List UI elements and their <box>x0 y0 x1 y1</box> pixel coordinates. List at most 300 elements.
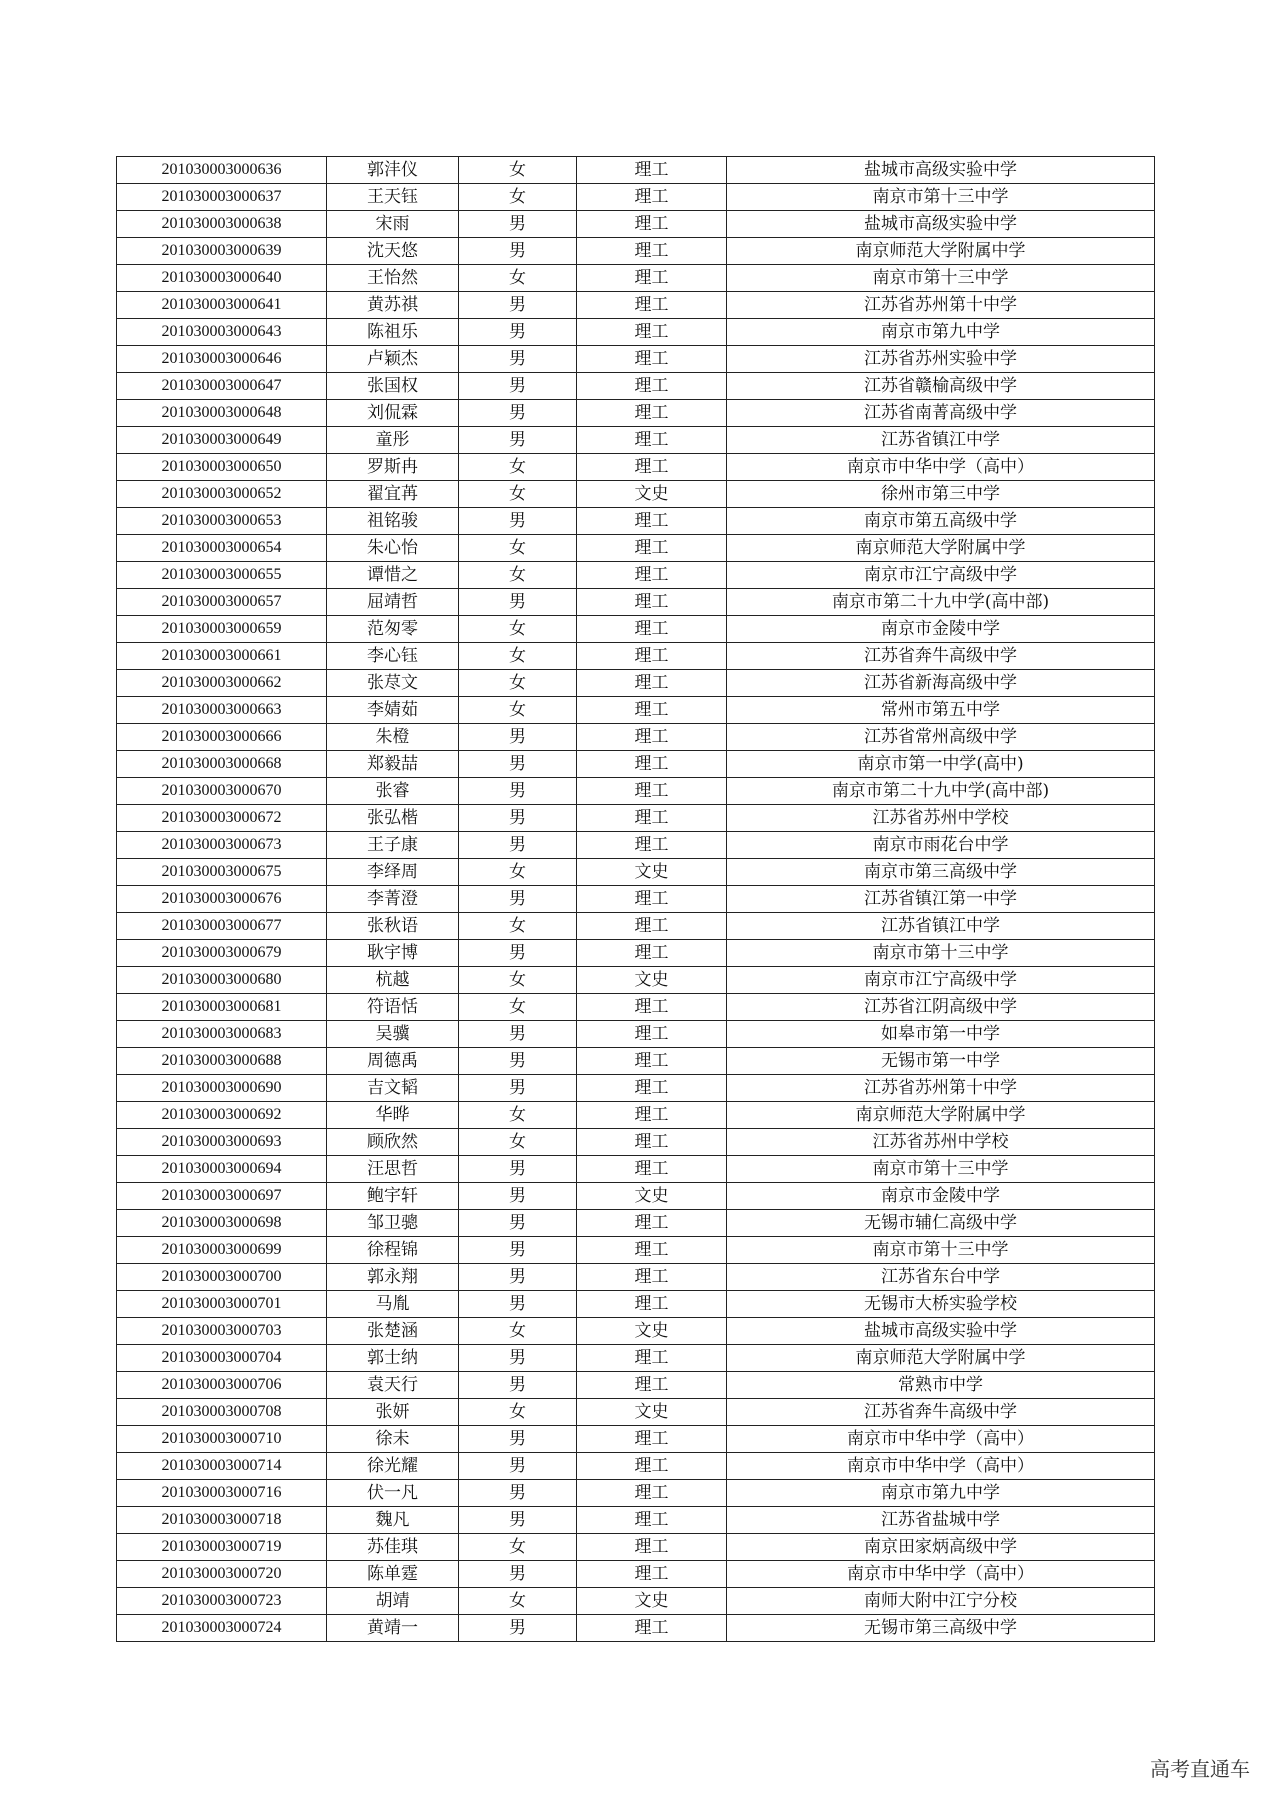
gender-cell: 女 <box>459 562 577 589</box>
category-cell: 理工 <box>577 1615 727 1642</box>
category-cell: 理工 <box>577 1102 727 1129</box>
category-cell: 理工 <box>577 805 727 832</box>
category-cell: 理工 <box>577 454 727 481</box>
name-cell: 王子康 <box>327 832 459 859</box>
candidate-id-cell: 201030003000701 <box>117 1291 327 1318</box>
school-cell: 南京市中华中学（高中） <box>727 1426 1155 1453</box>
gender-cell: 男 <box>459 373 577 400</box>
category-cell: 理工 <box>577 1453 727 1480</box>
candidate-id-cell: 201030003000646 <box>117 346 327 373</box>
name-cell: 华晔 <box>327 1102 459 1129</box>
school-cell: 南京市第二十九中学(高中部) <box>727 589 1155 616</box>
candidate-id-cell: 201030003000718 <box>117 1507 327 1534</box>
table-row <box>117 940 1155 967</box>
name-cell: 袁天行 <box>327 1372 459 1399</box>
school-cell: 南京师范大学附属中学 <box>727 535 1155 562</box>
candidate-id-cell: 201030003000670 <box>117 778 327 805</box>
candidate-id-cell: 201030003000677 <box>117 913 327 940</box>
table-row <box>117 427 1155 454</box>
school-cell: 南京市第十三中学 <box>727 1156 1155 1183</box>
name-cell: 陈祖乐 <box>327 319 459 346</box>
gender-cell: 男 <box>459 1183 577 1210</box>
category-cell: 理工 <box>577 427 727 454</box>
table-row <box>117 238 1155 265</box>
gender-cell: 女 <box>459 859 577 886</box>
category-cell: 理工 <box>577 184 727 211</box>
name-cell: 王天钰 <box>327 184 459 211</box>
watermark-text: 高考直通车 <box>1150 1757 1250 1781</box>
school-cell: 江苏省镇江中学 <box>727 913 1155 940</box>
name-cell: 周德禹 <box>327 1048 459 1075</box>
category-cell: 文史 <box>577 1318 727 1345</box>
candidate-id-cell: 201030003000638 <box>117 211 327 238</box>
school-cell: 南京市金陵中学 <box>727 616 1155 643</box>
name-cell: 张楚涵 <box>327 1318 459 1345</box>
school-cell: 南京师范大学附属中学 <box>727 238 1155 265</box>
candidate-id-cell: 201030003000723 <box>117 1588 327 1615</box>
school-cell: 南京市第九中学 <box>727 319 1155 346</box>
table-row <box>117 886 1155 913</box>
gender-cell: 男 <box>459 1480 577 1507</box>
school-cell: 无锡市第一中学 <box>727 1048 1155 1075</box>
school-cell: 南京市中华中学（高中） <box>727 454 1155 481</box>
candidate-id-cell: 201030003000716 <box>117 1480 327 1507</box>
table-row <box>117 1561 1155 1588</box>
school-cell: 南京师范大学附属中学 <box>727 1102 1155 1129</box>
name-cell: 郑毅喆 <box>327 751 459 778</box>
school-cell: 江苏省苏州中学校 <box>727 805 1155 832</box>
category-cell: 理工 <box>577 535 727 562</box>
gender-cell: 女 <box>459 157 577 184</box>
school-cell: 江苏省常州高级中学 <box>727 724 1155 751</box>
table-row <box>117 643 1155 670</box>
gender-cell: 男 <box>459 211 577 238</box>
category-cell: 理工 <box>577 346 727 373</box>
table-row <box>117 562 1155 589</box>
name-cell: 黄苏祺 <box>327 292 459 319</box>
admission-list-table <box>116 156 1155 1642</box>
gender-cell: 男 <box>459 751 577 778</box>
category-cell: 理工 <box>577 1372 727 1399</box>
gender-cell: 女 <box>459 994 577 1021</box>
name-cell: 马胤 <box>327 1291 459 1318</box>
candidate-id-cell: 201030003000654 <box>117 535 327 562</box>
candidate-id-cell: 201030003000694 <box>117 1156 327 1183</box>
table-row <box>117 1615 1155 1642</box>
category-cell: 理工 <box>577 670 727 697</box>
name-cell: 童彤 <box>327 427 459 454</box>
gender-cell: 女 <box>459 184 577 211</box>
candidate-id-cell: 201030003000641 <box>117 292 327 319</box>
name-cell: 徐光耀 <box>327 1453 459 1480</box>
gender-cell: 男 <box>459 1615 577 1642</box>
gender-cell: 男 <box>459 346 577 373</box>
name-cell: 刘侃霖 <box>327 400 459 427</box>
school-cell: 江苏省苏州实验中学 <box>727 346 1155 373</box>
category-cell: 理工 <box>577 832 727 859</box>
category-cell: 文史 <box>577 859 727 886</box>
gender-cell: 女 <box>459 1318 577 1345</box>
name-cell: 郭士纳 <box>327 1345 459 1372</box>
category-cell: 理工 <box>577 1264 727 1291</box>
school-cell: 南京市第三高级中学 <box>727 859 1155 886</box>
name-cell: 张妍 <box>327 1399 459 1426</box>
name-cell: 胡靖 <box>327 1588 459 1615</box>
category-cell: 理工 <box>577 994 727 1021</box>
name-cell: 屈靖哲 <box>327 589 459 616</box>
category-cell: 理工 <box>577 292 727 319</box>
table-row <box>117 1264 1155 1291</box>
candidate-id-cell: 201030003000708 <box>117 1399 327 1426</box>
gender-cell: 男 <box>459 1156 577 1183</box>
category-cell: 理工 <box>577 1021 727 1048</box>
name-cell: 苏佳琪 <box>327 1534 459 1561</box>
table-row <box>117 967 1155 994</box>
name-cell: 符语恬 <box>327 994 459 1021</box>
gender-cell: 男 <box>459 886 577 913</box>
table-row <box>117 994 1155 1021</box>
category-cell: 理工 <box>577 1291 727 1318</box>
candidate-id-cell: 201030003000662 <box>117 670 327 697</box>
category-cell: 理工 <box>577 697 727 724</box>
category-cell: 理工 <box>577 913 727 940</box>
category-cell: 理工 <box>577 1237 727 1264</box>
name-cell: 吴骥 <box>327 1021 459 1048</box>
candidate-id-cell: 201030003000648 <box>117 400 327 427</box>
category-cell: 理工 <box>577 562 727 589</box>
gender-cell: 女 <box>459 535 577 562</box>
school-cell: 南京市第二十九中学(高中部) <box>727 778 1155 805</box>
gender-cell: 女 <box>459 670 577 697</box>
school-cell: 无锡市第三高级中学 <box>727 1615 1155 1642</box>
gender-cell: 男 <box>459 832 577 859</box>
gender-cell: 女 <box>459 1102 577 1129</box>
gender-cell: 女 <box>459 1588 577 1615</box>
table-row <box>117 508 1155 535</box>
school-cell: 江苏省苏州中学校 <box>727 1129 1155 1156</box>
gender-cell: 女 <box>459 1129 577 1156</box>
school-cell: 盐城市高级实验中学 <box>727 157 1155 184</box>
candidate-id-cell: 201030003000640 <box>117 265 327 292</box>
table-row <box>117 1129 1155 1156</box>
gender-cell: 男 <box>459 940 577 967</box>
name-cell: 伏一凡 <box>327 1480 459 1507</box>
category-cell: 文史 <box>577 967 727 994</box>
table-row <box>117 1210 1155 1237</box>
category-cell: 理工 <box>577 589 727 616</box>
school-cell: 南京市第十三中学 <box>727 1237 1155 1264</box>
gender-cell: 女 <box>459 265 577 292</box>
category-cell: 理工 <box>577 1426 727 1453</box>
name-cell: 汪思哲 <box>327 1156 459 1183</box>
gender-cell: 男 <box>459 1561 577 1588</box>
name-cell: 范匆零 <box>327 616 459 643</box>
gender-cell: 男 <box>459 724 577 751</box>
school-cell: 江苏省新海高级中学 <box>727 670 1155 697</box>
table-row <box>117 1534 1155 1561</box>
table-row <box>117 1453 1155 1480</box>
school-cell: 江苏省苏州第十中学 <box>727 1075 1155 1102</box>
name-cell: 郭沣仪 <box>327 157 459 184</box>
candidate-id-cell: 201030003000690 <box>117 1075 327 1102</box>
school-cell: 南京市第五高级中学 <box>727 508 1155 535</box>
school-cell: 江苏省南菁高级中学 <box>727 400 1155 427</box>
name-cell: 邹卫骢 <box>327 1210 459 1237</box>
gender-cell: 男 <box>459 1291 577 1318</box>
table-row <box>117 319 1155 346</box>
name-cell: 吉文韬 <box>327 1075 459 1102</box>
name-cell: 鲍宇轩 <box>327 1183 459 1210</box>
table-row <box>117 1156 1155 1183</box>
gender-cell: 男 <box>459 1264 577 1291</box>
name-cell: 宋雨 <box>327 211 459 238</box>
gender-cell: 女 <box>459 1399 577 1426</box>
school-cell: 江苏省镇江第一中学 <box>727 886 1155 913</box>
gender-cell: 男 <box>459 508 577 535</box>
candidate-id-cell: 201030003000675 <box>117 859 327 886</box>
table-row <box>117 1318 1155 1345</box>
name-cell: 杭越 <box>327 967 459 994</box>
table-row <box>117 589 1155 616</box>
category-cell: 理工 <box>577 1561 727 1588</box>
category-cell: 理工 <box>577 1480 727 1507</box>
school-cell: 江苏省镇江中学 <box>727 427 1155 454</box>
category-cell: 理工 <box>577 1534 727 1561</box>
name-cell: 朱橙 <box>327 724 459 751</box>
school-cell: 江苏省苏州第十中学 <box>727 292 1155 319</box>
category-cell: 理工 <box>577 319 727 346</box>
candidate-id-cell: 201030003000673 <box>117 832 327 859</box>
school-cell: 常熟市中学 <box>727 1372 1155 1399</box>
category-cell: 理工 <box>577 1129 727 1156</box>
category-cell: 文史 <box>577 481 727 508</box>
candidate-id-cell: 201030003000704 <box>117 1345 327 1372</box>
table-row <box>117 724 1155 751</box>
school-cell: 徐州市第三中学 <box>727 481 1155 508</box>
gender-cell: 女 <box>459 616 577 643</box>
candidate-id-cell: 201030003000639 <box>117 238 327 265</box>
school-cell: 南师大附中江宁分校 <box>727 1588 1155 1615</box>
table-row <box>117 1399 1155 1426</box>
category-cell: 理工 <box>577 1345 727 1372</box>
school-cell: 南京市中华中学（高中） <box>727 1453 1155 1480</box>
category-cell: 理工 <box>577 400 727 427</box>
category-cell: 理工 <box>577 616 727 643</box>
gender-cell: 男 <box>459 1021 577 1048</box>
candidate-id-cell: 201030003000679 <box>117 940 327 967</box>
name-cell: 魏凡 <box>327 1507 459 1534</box>
table-row <box>117 157 1155 184</box>
table-row <box>117 1480 1155 1507</box>
table-row <box>117 1237 1155 1264</box>
candidate-id-cell: 201030003000698 <box>117 1210 327 1237</box>
category-cell: 理工 <box>577 751 727 778</box>
candidate-id-cell: 201030003000720 <box>117 1561 327 1588</box>
name-cell: 李菁澄 <box>327 886 459 913</box>
table-row <box>117 292 1155 319</box>
school-cell: 南京市金陵中学 <box>727 1183 1155 1210</box>
gender-cell: 男 <box>459 319 577 346</box>
name-cell: 徐未 <box>327 1426 459 1453</box>
category-cell: 理工 <box>577 508 727 535</box>
table-row <box>117 616 1155 643</box>
candidate-id-cell: 201030003000688 <box>117 1048 327 1075</box>
candidate-id-cell: 201030003000668 <box>117 751 327 778</box>
gender-cell: 男 <box>459 1507 577 1534</box>
candidate-id-cell: 201030003000650 <box>117 454 327 481</box>
category-cell: 理工 <box>577 211 727 238</box>
candidate-id-cell: 201030003000636 <box>117 157 327 184</box>
table-row <box>117 1426 1155 1453</box>
school-cell: 如皋市第一中学 <box>727 1021 1155 1048</box>
candidate-id-cell: 201030003000652 <box>117 481 327 508</box>
school-cell: 南京市第十三中学 <box>727 265 1155 292</box>
category-cell: 理工 <box>577 1156 727 1183</box>
table-body <box>117 157 1155 1642</box>
school-cell: 南京市第十三中学 <box>727 184 1155 211</box>
name-cell: 顾欣然 <box>327 1129 459 1156</box>
school-cell: 南京市雨花台中学 <box>727 832 1155 859</box>
category-cell: 理工 <box>577 1507 727 1534</box>
category-cell: 理工 <box>577 778 727 805</box>
school-cell: 江苏省东台中学 <box>727 1264 1155 1291</box>
candidate-id-cell: 201030003000710 <box>117 1426 327 1453</box>
name-cell: 翟宜苒 <box>327 481 459 508</box>
table-row <box>117 1507 1155 1534</box>
table-row <box>117 400 1155 427</box>
name-cell: 李心钰 <box>327 643 459 670</box>
table-row <box>117 1048 1155 1075</box>
table-row <box>117 346 1155 373</box>
table-row <box>117 1021 1155 1048</box>
school-cell: 南京市第九中学 <box>727 1480 1155 1507</box>
name-cell: 张睿 <box>327 778 459 805</box>
table-row <box>117 184 1155 211</box>
category-cell: 理工 <box>577 1210 727 1237</box>
name-cell: 谭惜之 <box>327 562 459 589</box>
gender-cell: 男 <box>459 400 577 427</box>
name-cell: 朱心怡 <box>327 535 459 562</box>
table-row <box>117 1102 1155 1129</box>
table-row <box>117 211 1155 238</box>
school-cell: 南京市江宁高级中学 <box>727 562 1155 589</box>
gender-cell: 女 <box>459 913 577 940</box>
gender-cell: 女 <box>459 697 577 724</box>
gender-cell: 女 <box>459 1534 577 1561</box>
table-row <box>117 1291 1155 1318</box>
candidate-id-cell: 201030003000724 <box>117 1615 327 1642</box>
school-cell: 南京市第十三中学 <box>727 940 1155 967</box>
gender-cell: 男 <box>459 1237 577 1264</box>
name-cell: 郭永翔 <box>327 1264 459 1291</box>
name-cell: 李婧茹 <box>327 697 459 724</box>
name-cell: 罗斯冉 <box>327 454 459 481</box>
school-cell: 江苏省赣榆高级中学 <box>727 373 1155 400</box>
table-row <box>117 1075 1155 1102</box>
category-cell: 理工 <box>577 724 727 751</box>
candidate-id-cell: 201030003000647 <box>117 373 327 400</box>
gender-cell: 女 <box>459 967 577 994</box>
category-cell: 理工 <box>577 265 727 292</box>
name-cell: 徐程锦 <box>327 1237 459 1264</box>
name-cell: 张荩文 <box>327 670 459 697</box>
candidate-id-cell: 201030003000693 <box>117 1129 327 1156</box>
candidate-id-cell: 201030003000706 <box>117 1372 327 1399</box>
category-cell: 理工 <box>577 1075 727 1102</box>
school-cell: 南京市第一中学(高中) <box>727 751 1155 778</box>
table-row <box>117 535 1155 562</box>
gender-cell: 女 <box>459 481 577 508</box>
candidate-id-cell: 201030003000637 <box>117 184 327 211</box>
table-row <box>117 1345 1155 1372</box>
school-cell: 常州市第五中学 <box>727 697 1155 724</box>
table-row <box>117 1183 1155 1210</box>
candidate-id-cell: 201030003000676 <box>117 886 327 913</box>
table-row <box>117 778 1155 805</box>
gender-cell: 男 <box>459 1345 577 1372</box>
gender-cell: 男 <box>459 778 577 805</box>
category-cell: 理工 <box>577 157 727 184</box>
candidate-id-cell: 201030003000703 <box>117 1318 327 1345</box>
candidate-id-cell: 201030003000672 <box>117 805 327 832</box>
name-cell: 李绎周 <box>327 859 459 886</box>
table-row <box>117 373 1155 400</box>
gender-cell: 男 <box>459 1075 577 1102</box>
name-cell: 王怡然 <box>327 265 459 292</box>
category-cell: 文史 <box>577 1588 727 1615</box>
table-row <box>117 805 1155 832</box>
table-row <box>117 265 1155 292</box>
gender-cell: 男 <box>459 1372 577 1399</box>
table-row <box>117 1588 1155 1615</box>
table-row <box>117 1372 1155 1399</box>
name-cell: 黄靖一 <box>327 1615 459 1642</box>
table-row <box>117 859 1155 886</box>
candidate-id-cell: 201030003000653 <box>117 508 327 535</box>
candidate-id-cell: 201030003000683 <box>117 1021 327 1048</box>
category-cell: 理工 <box>577 238 727 265</box>
candidate-id-cell: 201030003000680 <box>117 967 327 994</box>
school-cell: 江苏省奔牛高级中学 <box>727 1399 1155 1426</box>
gender-cell: 男 <box>459 589 577 616</box>
gender-cell: 女 <box>459 454 577 481</box>
name-cell: 张弘楷 <box>327 805 459 832</box>
school-cell: 无锡市辅仁高级中学 <box>727 1210 1155 1237</box>
candidate-id-cell: 201030003000697 <box>117 1183 327 1210</box>
candidate-id-cell: 201030003000643 <box>117 319 327 346</box>
gender-cell: 男 <box>459 805 577 832</box>
table-row <box>117 481 1155 508</box>
table-row <box>117 454 1155 481</box>
name-cell: 卢颖杰 <box>327 346 459 373</box>
name-cell: 祖铭骏 <box>327 508 459 535</box>
school-cell: 江苏省盐城中学 <box>727 1507 1155 1534</box>
school-cell: 江苏省奔牛高级中学 <box>727 643 1155 670</box>
school-cell: 盐城市高级实验中学 <box>727 1318 1155 1345</box>
school-cell: 南京师范大学附属中学 <box>727 1345 1155 1372</box>
category-cell: 文史 <box>577 1183 727 1210</box>
candidate-id-cell: 201030003000661 <box>117 643 327 670</box>
gender-cell: 男 <box>459 1426 577 1453</box>
candidate-id-cell: 201030003000700 <box>117 1264 327 1291</box>
category-cell: 理工 <box>577 373 727 400</box>
candidate-id-cell: 201030003000666 <box>117 724 327 751</box>
candidate-id-cell: 201030003000649 <box>117 427 327 454</box>
category-cell: 理工 <box>577 1048 727 1075</box>
gender-cell: 男 <box>459 1048 577 1075</box>
category-cell: 文史 <box>577 1399 727 1426</box>
table-row <box>117 751 1155 778</box>
